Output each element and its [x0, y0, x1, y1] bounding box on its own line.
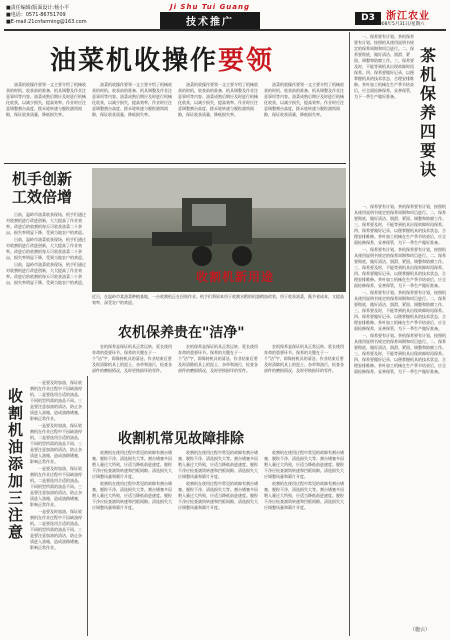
email-line: ■E-mail:21cnfarming@163.com — [6, 19, 87, 25]
photo-title: 收割机新用途 — [196, 270, 275, 284]
section-pinyin: Ji Shu Tui Guang — [169, 3, 251, 11]
paper-name: 浙江农业 — [386, 11, 430, 22]
section-title: 技术推广 — [160, 12, 260, 29]
issue-date: 2008年5月31日/星期六 — [376, 22, 425, 27]
story5-col2: 收割机在使用过程中常见的故障有割台堵塞、脱粒不净、清选损失大等。割台堵塞多因喂入量过大所致，应适当降低前进速度。脱粒不净应检查滚筒转速和凹板间隙。清选损失大应调整风量和筛片开度。 收割机在使用过程中常见的故障有割台堵塞、脱粒不净、清选损失大等。割台堵塞多因喂入量过大所致，应适当降低前进速度。脱粒不净应检查滚筒转速和凹板间隙。清选损失大应调整风量和筛片开度。 — [178, 450, 258, 510]
sidebar-author: （施云） — [410, 627, 431, 633]
story5-col3: 收割机在使用过程中常见的故障有割台堵塞、脱粒不净、清选损失大等。割台堵塞多因喂入量过大所致，应适当降低前进速度。脱粒不净应检查滚筒转速和凹板间隙。清选损失大应调整风量和筛片开度。 收割机在使用过程中常见的故障有割台堵塞、脱粒不净、清选损失大等。割台堵塞多因喂入量过大所致，应适当降低前进速度。脱粒不净应检查滚筒转速和凹板间隙。清选损失大应调整风量和筛片开度。 — [264, 450, 344, 510]
story2-body: 日前，温岭市油菜收获现场，机手们通过对收割机进行改进创新，大大提高了作业效率。改进后的收割机每天可收获油菜二十余亩，损失率明显下降，受到当地农户的欢迎。 日前，温岭市油菜收获现场，机手们通过对收割机进行改进创新，大大提高了作业效率。改进后的收割机每天可收获油菜二十余亩，损失率明显下降，受到当地农户的欢迎。 日前，温岭市油菜收获现场，机手们通过对收割机进行改进创新，大大提高了作业效率。改进后的收割机每天可收获油菜二十余亩，损失率明显下降，受到当地农户的欢迎。 — [6, 212, 86, 285]
sidebar-headline: 茶机保养四要诀 — [420, 46, 437, 179]
story4-col2: 农机保养是保证机具正常运转、延长使用寿命的重要环节。保养的关键在于一个"洁"字，即保持机具的清洁。作业结束后要及时清除机具上的泥土、杂草和油污，检查各部件的磨损情况，及时更换损坏的零件。 — [178, 344, 258, 373]
header-meta — [6, 5, 156, 26]
section-divider — [4, 163, 346, 164]
main-article-col1: 油菜机收操作要领一文主要介绍了机械收获的时机、收获前的准备、机具调整及作业注意事项等内容。油菜成熟后期应及时进行机械化收获，以减少损失，提高效率。作业时应注意调整割台高度、拨禾轮转速与脱粒滚筒间隙，保证收获质量，降低损失率。 — [6, 82, 86, 117]
main-headline-text: 油菜机收操作 — [50, 46, 219, 76]
story2-headline: 机手创新工效倍增 — [12, 170, 73, 206]
story4-headline: 农机保养贵在"洁净" — [118, 325, 245, 341]
story3-body: 一是要及时加油，保证收割机在作业过程中不因缺油停机。二是要选用合适的油品，不同机型所需的油品不同。三是要注意加油的清洁，防止杂质进入油箱，造成油路堵塞，影响正常作业。 一是要及时加油，保证收割机在作业过程中不因缺油停机。二是要选用合适的油品，不同机型所需的油品不同。三是要注意加油的清洁，防止杂质进入油箱，造成油路堵塞，影响正常作业。 一是要及时加油，保证收割机在作业过程中不因缺油停机。二是要选用合适的油品，不同机型所需的油品不同。三是要注意加油的清洁，防止杂质进入油箱，造成油路堵塞，影响正常作业。 一是要及时加油，保证收割机在作业过程中不因缺油停机。二是要选用合适的油品，不同机型所需的油品不同。三是要注意加油的清洁，防止杂质进入油箱，造成油路堵塞，影响正常作业。 — [30, 380, 82, 550]
story5-headline: 收割机常见故障排除 — [118, 431, 244, 447]
header-rule — [4, 29, 446, 31]
phone-line: ■电话：0571-86751709 — [6, 12, 66, 18]
photo-caption: 近日，在温岭市某油菜种植基地，一台收割机正在田间作业。机手们将原本用于收割水稻的机器稍加改装，用于收获油菜，既节省成本，又提高效率，深受农户的欢迎。 — [92, 294, 344, 305]
main-article-col4: 油菜机收操作要领一文主要介绍了机械收获的时机、收获前的准备、机具调整及作业注意事项等内容。油菜成熟后期应及时进行机械化收获，以减少损失，提高效率。作业时应注意调整割台高度、拨禾轮转速与脱粒滚筒间隙，保证收获质量，降低损失率。 — [264, 82, 344, 117]
page-code: D3 — [355, 12, 381, 25]
editor-line: ■责任编辑/版面设计:杨小平 — [6, 5, 70, 11]
story4-col1: 农机保养是保证机具正常运转、延长使用寿命的重要环节。保养的关键在于一个"洁"字，即保持机具的清洁。作业结束后要及时清除机具上的泥土、杂草和油污，检查各部件的磨损情况，及时更换损坏的零件。 — [92, 344, 172, 373]
story3-headline: 收割机油添加三注意 — [8, 387, 24, 541]
sidebar-body-top: 一、保养要有计划。茶机保养要有计划，按照机具使用说明书规定的保养周期和项目进行。二、保养要彻底，做好清洁、润滑、紧固、调整和防腐工作。三、保养要及时，不能等到机具出现故障时再保养。四、保养要做好记录，以便掌握机具的技术状态，合理安排维修。茶叶加工机械在生产季节结束后，应全面检修保养，妥善保管，为下一季生产做好准备。 — [354, 34, 414, 99]
main-headline-highlight: 要领 — [218, 46, 275, 76]
main-article-col2: 油菜机收操作要领一文主要介绍了机械收获的时机、收获前的准备、机具调整及作业注意事项等内容。油菜成熟后期应及时进行机械化收获，以减少损失，提高效率。作业时应注意调整割台高度、拨禾轮转速与脱粒滚筒间隙，保证收获质量，降低损失率。 — [92, 82, 172, 117]
story3-rule — [87, 376, 88, 636]
main-headline — [50, 40, 274, 77]
story4-col3: 农机保养是保证机具正常运转、延长使用寿命的重要环节。保养的关键在于一个"洁"字，即保持机具的清洁。作业结束后要及时清除机具上的泥土、杂草和油污，检查各部件的磨损情况，及时更换损坏的零件。 — [264, 344, 344, 373]
section-banner — [160, 3, 260, 29]
sidebar-body-main: 一、保养要有计划。茶机保养要有计划，按照机具使用说明书规定的保养周期和项目进行。二、保养要彻底，做好清洁、润滑、紧固、调整和防腐工作。三、保养要及时，不能等到机具出现故障时再保养。四、保养要做好记录，以便掌握机具的技术状态，合理安排维修。茶叶加工机械在生产季节结束后，应全面检修保养，妥善保管，为下一季生产做好准备。 一、保养要有计划。茶机保养要有计划，按照机具使用说明书规定的保养周期和项目进行。二、保养要彻底，做好清洁、润滑、紧固、调整和防腐工作。三、保养要及时，不能等到机具出现故障时再保养。四、保养要做好记录，以便掌握机具的技术状态，合理安排维修。茶叶加工机械在生产季节结束后，应全面检修保养，妥善保管，为下一季生产做好准备。 一、保养要有计划。茶机保养要有计划，按照机具使用说明书规定的保养周期和项目进行。二、保养要彻底，做好清洁、润滑、紧固、调整和防腐工作。三、保养要及时，不能等到机具出现故障时再保养。四、保养要做好记录，以便掌握机具的技术状态，合理安排维修。茶叶加工机械在生产季节结束后，应全面检修保养，妥善保管，为下一季生产做好准备。 一、保养要有计划。茶机保养要有计划，按照机具使用说明书规定的保养周期和项目进行。二、保养要彻底，做好清洁、润滑、紧固、调整和防腐工作。三、保养要及时，不能等到机具出现故障时再保养。四、保养要做好记录，以便掌握机具的技术状态，合理安排维修。茶叶加工机械在生产季节结束后，应全面检修保养，妥善保管，为下一季生产做好准备。 — [354, 204, 446, 374]
main-article-col3: 油菜机收操作要领一文主要介绍了机械收获的时机、收获前的准备、机具调整及作业注意事项等内容。油菜成熟后期应及时进行机械化收获，以减少损失，提高效率。作业时应注意调整割台高度、拨禾轮转速与脱粒滚筒间隙，保证收获质量，降低损失率。 — [178, 82, 258, 117]
story5-col1: 收割机在使用过程中常见的故障有割台堵塞、脱粒不净、清选损失大等。割台堵塞多因喂入量过大所致，应适当降低前进速度。脱粒不净应检查滚筒转速和凹板间隙。清选损失大应调整风量和筛片开度。 收割机在使用过程中常见的故障有割台堵塞、脱粒不净、清选损失大等。割台堵塞多因喂入量过大所致，应适当降低前进速度。脱粒不净应检查滚筒转速和凹板间隙。清选损失大应调整风量和筛片开度。 — [92, 450, 172, 510]
sidebar-rule — [349, 32, 350, 636]
